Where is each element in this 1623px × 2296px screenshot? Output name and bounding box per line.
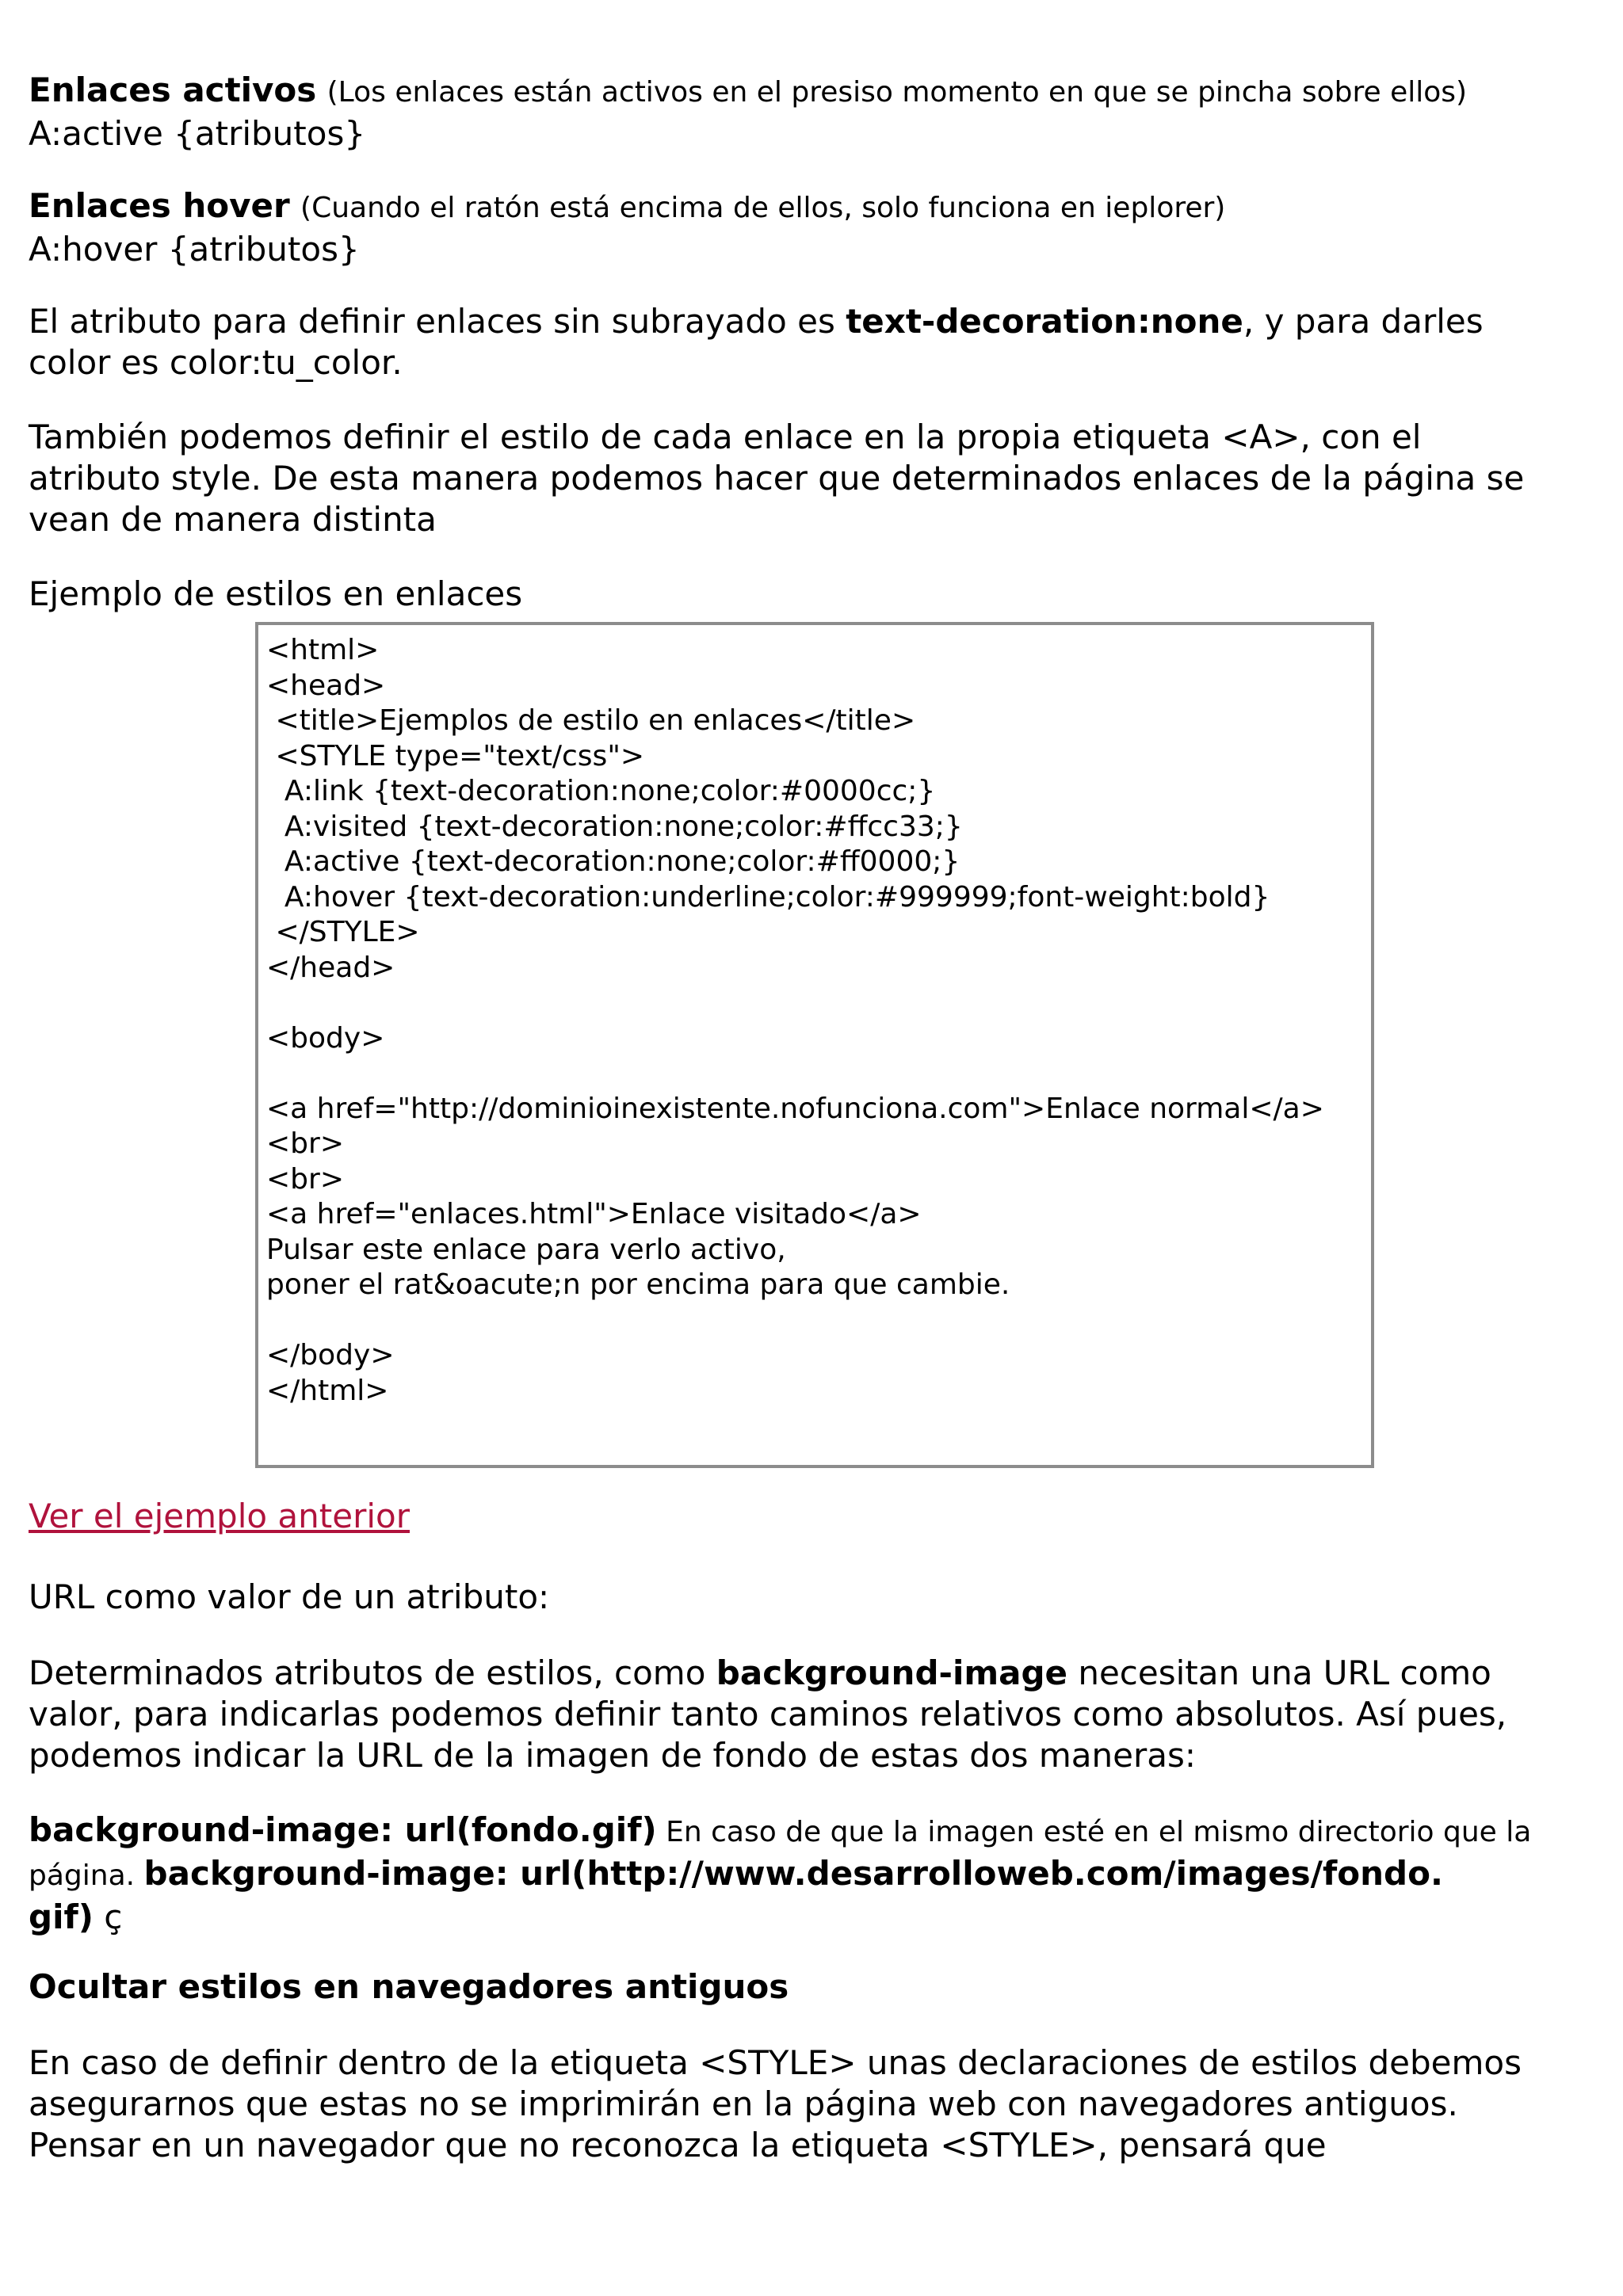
- code-line: [266, 1056, 1371, 1092]
- lower-content: [29, 1496, 1598, 1537]
- code-line: <a href="enlaces.html">Enlace visitado</a>: [266, 1198, 922, 1230]
- code-line: </html>: [266, 1374, 389, 1407]
- code-line: <br>: [266, 1162, 344, 1196]
- underline-text-1: El atributo para definir enlaces sin subrayado es: [29, 302, 846, 341]
- code-line: <title>Ejemplos de estilo en enlaces</title>: [266, 704, 916, 737]
- hover-section: [29, 185, 1225, 270]
- code-line: A:link {text-decoration:none;color:#0000cc;}: [266, 775, 936, 807]
- active-syntax: A:active {atributos}: [29, 114, 366, 153]
- hide-line-1: En caso de definir dentro de la etiqueta <STYLE> unas declaraciones de estilos debemos: [29, 2043, 1522, 2082]
- code-line: <STYLE type="text/css">: [266, 739, 645, 772]
- url-absolute-end: gif): [29, 1897, 94, 1936]
- bgimage-line-3: podemos indicar la URL de la imagen de fondo de estas dos maneras:: [29, 1736, 1196, 1775]
- url-relative: background-image: url(fondo.gif): [29, 1810, 657, 1849]
- active-section: [29, 70, 1467, 154]
- code-line: [266, 1303, 1371, 1339]
- bgimage-paragraph: [29, 1653, 1606, 1776]
- code-line: <br>: [266, 1127, 344, 1160]
- style-line-3: vean de manera distinta: [29, 500, 437, 539]
- urls-paragraph: [29, 1810, 1606, 1938]
- bgimage-text-1: Determinados atributos de estilos, como: [29, 1653, 716, 1692]
- bgimage-line-2: valor, para indicarlas podemos definir tanto caminos relativos como absolutos. Así pues,: [29, 1695, 1507, 1733]
- hide-line-2: asegurarnos que estas no se imprimirán en la página web con navegadores antiguos.: [29, 2084, 1458, 2123]
- active-note: (Los enlaces están activos en el presiso momento en que se pincha sobre ellos): [327, 76, 1468, 109]
- underline-paragraph: [29, 301, 1484, 383]
- bgimage-text-2: necesitan una URL como: [1067, 1653, 1491, 1692]
- code-line: </STYLE>: [266, 916, 420, 948]
- active-title: Enlaces activos: [29, 71, 317, 109]
- bgimage-bold: background-image: [716, 1653, 1067, 1692]
- view-example-link[interactable]: Ver el ejemplo anterior: [29, 1497, 410, 1535]
- hide-heading-wrap: [29, 1966, 1598, 2008]
- hover-note: (Cuando el ratón está encima de ellos, solo funciona en ieplorer): [300, 192, 1226, 224]
- hover-syntax: A:hover {atributos}: [29, 230, 360, 269]
- underline-text-2: , y para darles: [1243, 302, 1484, 341]
- code-line: Pulsar este enlace para verlo activo,: [266, 1233, 786, 1266]
- url-absolute: background-image: url(http://www.desarrolloweb.com/images/fondo.: [143, 1854, 1443, 1893]
- url-tail: ç: [93, 1897, 123, 1936]
- underline-bold: text-decoration:none: [846, 302, 1243, 341]
- hover-title: Enlaces hover: [29, 186, 290, 225]
- code-example-box: [255, 622, 1374, 1468]
- style-line-1: También podemos definir el estilo de cada enlace en la propia etiqueta <A>, con el: [29, 418, 1422, 456]
- code-line: A:visited {text-decoration:none;color:#ffcc33;}: [266, 810, 963, 843]
- code-line: </body>: [266, 1339, 395, 1371]
- code-line: <html>: [266, 634, 380, 666]
- url-heading-wrap: [29, 1577, 1598, 1618]
- code-line: <head>: [266, 669, 386, 702]
- style-paragraph: [29, 417, 1524, 540]
- hide-heading: Ocultar estilos en navegadores antiguos: [29, 1967, 789, 2006]
- url-relative-note: En caso de que la imagen esté en el mismo directorio que la: [656, 1816, 1532, 1848]
- code-line: <a href="http://dominioinexistente.nofunciona.com">Enlace normal</a>: [266, 1092, 1324, 1125]
- code-line: A:active {text-decoration:none;color:#ff0000;}: [266, 845, 960, 878]
- code-line: <body>: [266, 1021, 385, 1055]
- code-line: [266, 986, 1371, 1021]
- url-heading: URL como valor de un atributo:: [29, 1577, 550, 1616]
- code-line: </head>: [266, 951, 395, 984]
- underline-text-3: color es color:tu_color.: [29, 343, 403, 382]
- hide-paragraph: [29, 2042, 1606, 2166]
- code-line: A:hover {text-decoration:underline;color:#999999;font-weight:bold}: [266, 880, 1270, 913]
- url-note-cont: página.: [29, 1859, 144, 1892]
- hide-line-3: Pensar en un navegador que no reconozca la etiqueta <STYLE>, pensará que: [29, 2126, 1327, 2164]
- example-heading: Ejemplo de estilos en enlaces: [29, 574, 523, 613]
- code-line: poner el rat&oacute;n por encima para que cambie.: [266, 1268, 1010, 1301]
- example-heading-wrap: [29, 574, 522, 615]
- code-lines: [266, 633, 1371, 1409]
- style-line-2: atributo style. De esta manera podemos hacer que determinados enlaces de la página se: [29, 459, 1525, 498]
